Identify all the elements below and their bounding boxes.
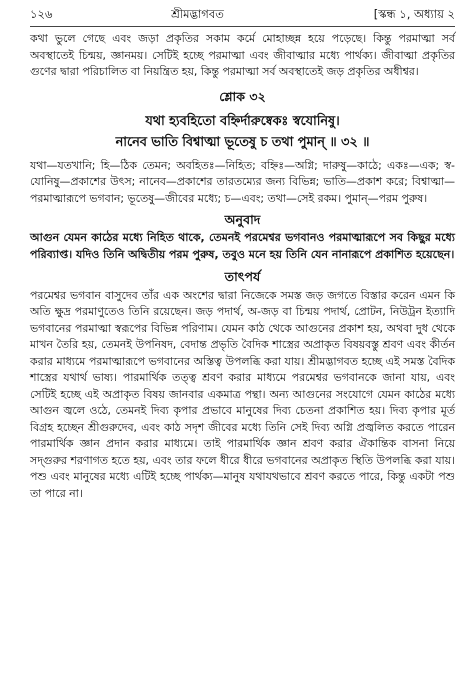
page-number: ১২৬: [30, 6, 53, 21]
verse-line-1: যথা হ্যবহিতো বহ্নির্দারুষ্বেকঃ স্বযোনিষু।: [145, 113, 340, 129]
chapter-reference: [স্কন্ধ ১, অধ্যায় ২: [373, 6, 455, 21]
word-synonyms: যথা—যতখানি; হি—ঠিক তেমন; অবহিতঃ—নিহিত; বহ্নিঃ—অগ্নি; দারুষু—কাঠে; একঃ—এক; স্ব-যোনিষু—প্রকাশের উৎস; নানেব—প্রকাশের তারতম্যের জন্য বিভিন্ন; ভাতি—প্রকাশ করে; বিশ্বাত্মা—পরমাত্মারূপে ভগবান; ভূতেষু—জীবের মধ্যে; চ—এবং; তথা—সেই রকম। পুমান্—পরম পুরুষ।: [30, 158, 455, 205]
intro-paragraph: কথা ভুলে গেছে এবং জড়া প্রকৃতির সকাম কর্মে মোহাচ্ছন্ন হয়ে পড়েছে। কিন্তু পরমাত্মা সর্ব অবস্থাতেই চিন্ময়, জ্ঞানময়। সেটিই হচ্ছে পরমাত্মা এবং জীবাত্মার মধ্যে পার্থক্য। জীবাত্মা প্রকৃতির গুণের দ্বারা পরিচালিত বা নিয়ন্ত্রিত হয়, কিন্তু পরমাত্মা সর্ব অবস্থাতেই জড় প্রকৃতির অধীশ্বর।: [30, 32, 455, 78]
shloka-heading: শ্লোক ৩২: [219, 88, 266, 104]
purport-heading: তাৎপর্য: [224, 268, 261, 284]
sanskrit-verse: [30, 111, 455, 153]
translation-text: আগুন যেমন কাঠের মধ্যে নিহিত থাকে, তেমনই পরমেশ্বর ভগবানও পরমাত্মারূপে সব কিছুর মধ্যে পরিব্যাপ্ত। যদিও তিনি অদ্বিতীয় পরম পুরুষ, তবুও মনে হয় তিনি যেন নানারূপে প্রকাশিত হয়েছেন।: [30, 231, 455, 261]
purport-text: পরমেশ্বর ভগবান বাসুদেব তাঁর এক অংশের দ্বারা নিজেকে সমস্ত জড় জগতে বিস্তার করেন এমন কি অতি ক্ষুদ্র পরমাণুতেও তিনি রয়েছেন। জড় পদার্থ, অ-জড় বা চিন্ময় পদার্থ, প্রোটন, নিউট্রন ইত্যাদি ভগবানের পরমাত্মা স্বরূপের বিভিন্ন পরিণাম। যেমন কাঠ থেকে আগুনের প্রকাশ হয়, অথবা দুধ থেকে মাখন তৈরি হয়, তেমনই উপনিষদ, বেদান্ত প্রভৃতি বৈদিক শাস্ত্রের অপ্রাকৃত বিষয়বস্তু শ্রবণ এবং কীর্তন করার মাধ্যমে পরমাত্মারূপে ভগবানের অস্তিত্ব উপলব্ধি করা যায়। শ্রীমদ্ভাগবত হচ্ছে এই সমস্ত বৈদিক শাস্ত্রের যথার্থ ভাষ্য। পারমার্থিক তত্ত্ব শ্রবণ করার মাধ্যমে পরমেশ্বর ভগবানকে জানা যায়, এবং সেটিই হচ্ছে এই অপ্রাকৃত বিষয় জানবার একমাত্র পন্থা। অন্য আগুনের সংযোগে যেমন কাঠের মধ্যে আগুন জ্বলে ওঠে, তেমনই দিব্য কৃপার প্রভাবে মানুষের দিব্য চেতনা প্রকাশিত হয়। দিব্য কৃপার মূর্ত বিগ্রহ হচ্ছেন শ্রীগুরুদেব, এবং কাঠ সদৃশ জীবের মধ্যে তিনি সেই দিব্য অগ্নি প্রজ্বলিত করতে পারেন পারমার্থিক জ্ঞান প্রদান করার মাধ্যমে। তাই পারমার্থিক জ্ঞান শ্রবণ করার ঐকান্তিক বাসনা নিয়ে সদ্গুরুর শরণাগত হতে হয়, এবং তার ফলে ধীরে ধীরে ভগবানের অপ্রাকৃত স্থিতি উপলব্ধি করা যায়। পশু এবং মানুষের মধ্যে এটিই হচ্ছে পার্থক্য—মানুষ যথাযথভাবে শ্রবণ করতে পারে, কিন্তু একটা পশু তা পারে না।: [30, 288, 455, 500]
translation-heading: অনুবাদ: [224, 212, 261, 227]
book-title: শ্রীমদ্ভাগবত: [171, 6, 224, 21]
verse-line-2: নানেব ভাতি বিশ্বাত্মা ভূতেষু চ তথা পুমান্ ॥ ৩২ ॥: [115, 134, 370, 150]
page-header: [30, 6, 455, 27]
